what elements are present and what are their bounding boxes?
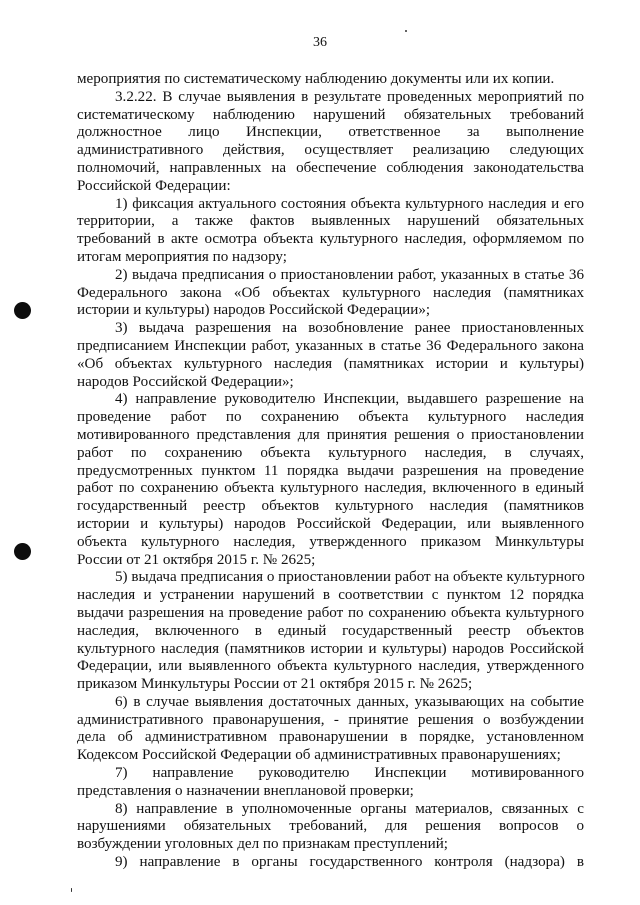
text-line: возбуждении уголовных дел по признакам преступлений;: [77, 836, 448, 853]
text-line: 7) направление руководителю Инспекции мотивированного: [115, 765, 584, 782]
text-line: Федерального закона «Об объектах культурного наследия (памятниках: [77, 284, 584, 301]
text-line: мотивированного представления для принятия решения о приостановлении: [77, 426, 584, 443]
text-line: Федерации, или выявленного объекта культурного наследия, утвержденного: [77, 658, 584, 675]
text-line: проведение работ по сохранению объекта культурного наследия: [77, 409, 584, 426]
text-line: итогам мероприятия по надзору;: [77, 248, 287, 265]
text-line: выдачи разрешения на проведение работ по сохранению объекта культурного: [77, 604, 584, 621]
text-line: культурного наследия (памятников истории и культуры) народов Российской: [77, 640, 584, 657]
text-line: систематическому наблюдению нарушений обязательных требований: [77, 106, 584, 123]
text-line: государственный реестр объектов культурного наследия (памятников: [77, 498, 584, 515]
text-line: мероприятия по систематическому наблюдению документы или их копии.: [77, 71, 555, 87]
text-line: 9) направление в органы государственного контроля (надзора) в: [115, 854, 584, 871]
text-line: работ по сохранению объекта культурного наследия, в случаях,: [77, 444, 584, 461]
text-line: 8) направление в уполномоченные органы материалов, связанных с: [115, 800, 584, 817]
page-number: 36: [313, 35, 327, 50]
text-line: административного правонарушения, - принятие решения о возбуждении: [77, 711, 584, 728]
scan-speck: [71, 888, 72, 892]
text-line: 3.2.22. В случае выявления в результате проведенных мероприятий по: [115, 88, 584, 105]
text-line: полномочий, направленных на обеспечение соблюдения законодательства: [77, 159, 584, 176]
document-body: [77, 71, 584, 872]
text-line: 5) выдача предписания о приостановлении работ на объекте культурного: [115, 569, 585, 586]
text-line: 3) выдача разрешения на возобновление ранее приостановленных: [115, 320, 584, 337]
punch-hole: [14, 302, 31, 319]
text-line: России от 21 октября 2015 г. № 2625;: [77, 551, 316, 568]
scan-speck: [405, 30, 407, 32]
text-line: представления о назначении внеплановой проверки;: [77, 782, 414, 799]
text-line: Кодексом Российской Федерации об административных правонарушениях;: [77, 747, 561, 764]
text-line: требований в акте осмотра объекта культурного наследия, оформляемом по: [77, 231, 584, 248]
text-line: народов Российской Федерации»;: [77, 373, 294, 390]
text-line: наследия и устранении нарушений в соответствии с пунктом 12 порядка: [77, 587, 584, 604]
text-line: работ по сохранению объекта культурного наследия, включенного в единый: [77, 480, 584, 497]
punch-hole: [14, 543, 31, 560]
text-line: 2) выдача предписания о приостановлении работ, указанных в статье 36: [115, 266, 584, 283]
text-line: 4) направление руководителю Инспекции, выдавшего разрешение на: [115, 391, 584, 408]
text-line: приказом Минкультуры России от 21 октября 2015 г. № 2625;: [77, 676, 473, 693]
text-line: наследия, включенного в единый государственный реестр объектов: [77, 622, 584, 639]
text-line: 6) в случае выявления достаточных данных, указывающих на событие: [115, 693, 584, 710]
text-line: 1) фиксация актуального состояния объекта культурного наследия и его: [115, 195, 584, 212]
text-line: объекта культурного наследия, утвержденного приказом Минкультуры: [77, 533, 584, 550]
text-line: дела об административном правонарушении в порядке, установленном: [77, 729, 584, 746]
text-line: Российской Федерации:: [77, 177, 231, 194]
text-line: должностное лицо Инспекции, ответственное за выполнение: [77, 124, 584, 141]
text-line: нарушениями обязательных требований, для решения вопросов о: [77, 818, 584, 835]
text-line: истории и культуры) народов Российской Федерации, или выявленного: [77, 515, 584, 532]
text-line: «Об объектах культурного наследия (памятниках истории и культуры): [77, 355, 584, 372]
text-line: предусмотренных пунктом 11 порядка выдачи разрешения на проведение: [77, 462, 584, 479]
text-line: территории, а также фактов выявленных нарушений обязательных: [77, 213, 584, 230]
text-line: истории и культуры) народов Российской Федерации»;: [77, 302, 431, 319]
text-line: предписанием Инспекции работ, указанных в статье 36 Федерального закона: [77, 337, 584, 354]
text-line: административного действия, осуществляет реализацию следующих: [77, 142, 584, 159]
